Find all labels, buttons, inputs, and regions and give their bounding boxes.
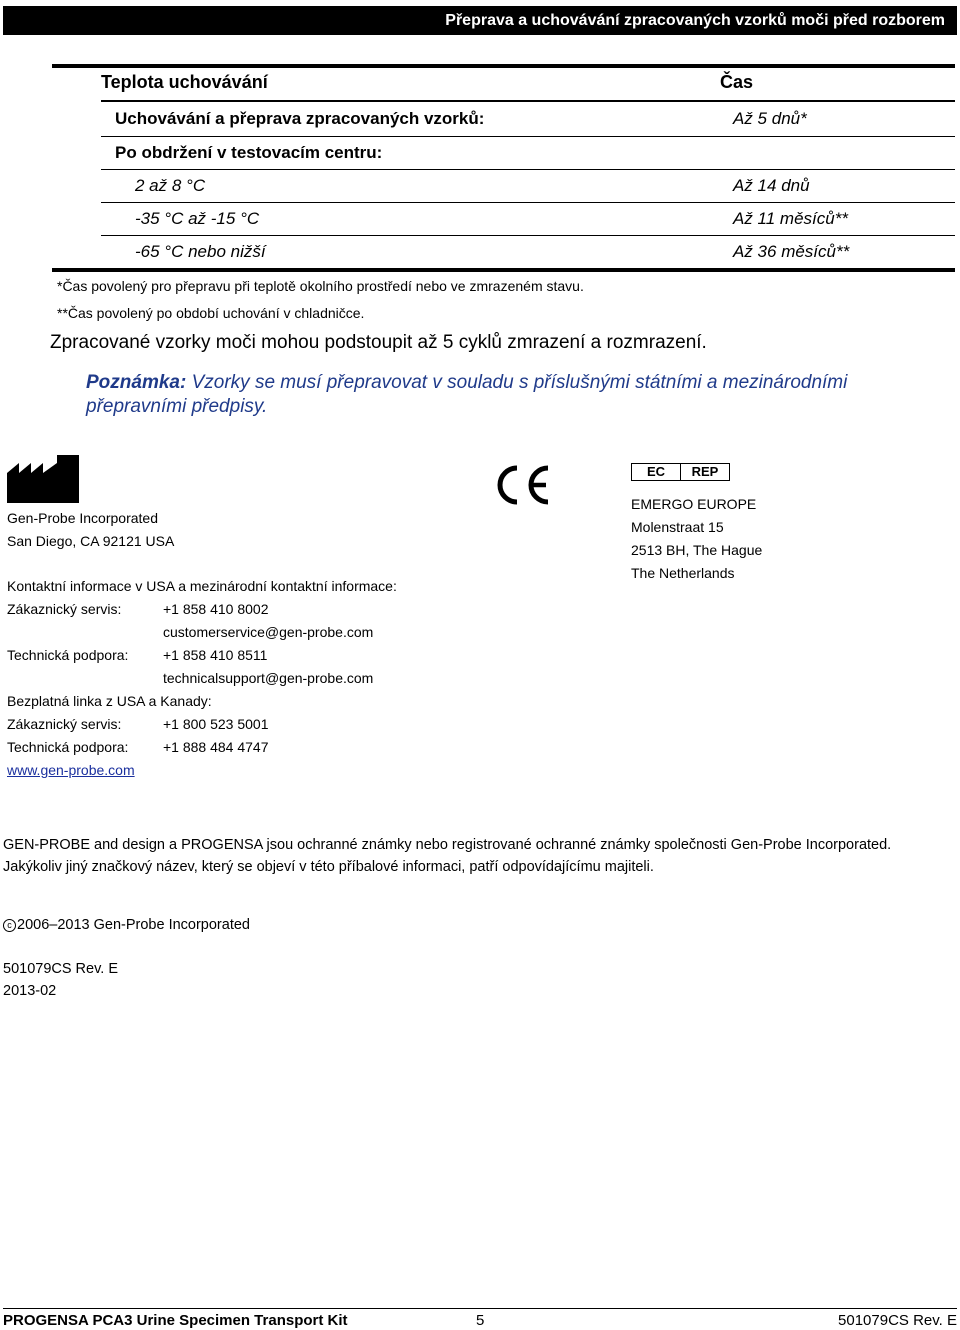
website-link[interactable]: www.gen-probe.com [7, 762, 135, 778]
ec-rep-line: 2513 BH, The Hague [631, 542, 763, 558]
footer-rule [3, 1308, 957, 1309]
contact-phone: +1 800 523 5001 [163, 716, 269, 732]
contact-block [7, 575, 607, 782]
table-bottom-rule [52, 268, 955, 272]
trademark-notice [3, 834, 953, 878]
ec-rep-line: Molenstraat 15 [631, 519, 724, 535]
note-label: Poznámka: [86, 372, 187, 393]
col-header-time: Čas [720, 72, 754, 92]
table-top-rule [52, 64, 955, 68]
ec-rep-symbol [631, 463, 730, 481]
doc-date: 2013-02 [3, 983, 57, 999]
document-id [3, 958, 118, 1002]
contact-label: Technická podpora: [7, 647, 129, 663]
table-row-label: 2 až 8 °C [135, 176, 206, 195]
contact-phone: +1 858 410 8002 [163, 601, 269, 617]
table-row-divider [101, 169, 955, 170]
contact-email: customerservice@gen-probe.com [163, 624, 374, 640]
manufacturer-city: San Diego, CA 92121 USA [7, 533, 175, 549]
manufacturer-address [7, 507, 174, 553]
table-row-divider [101, 235, 955, 236]
ec-rep-address [631, 493, 762, 585]
note-text: Vzorky se musí přepravovat v souladu s příslušnými státními a mezinárodními přepravními předpisy. [86, 372, 848, 417]
contact-label: Zákaznický servis: [7, 601, 122, 617]
table-row-value: Až 14 dnů [733, 176, 810, 195]
table-row-label: -65 °C nebo nižší [135, 242, 266, 261]
doc-number: 501079CS Rev. E [3, 961, 118, 977]
copyright [3, 917, 250, 933]
table-row-label: Po obdržení v testovacím centru: [115, 143, 383, 162]
table-row-value: Až 11 měsíců** [733, 209, 848, 228]
footer-product: PROGENSA PCA3 Urine Specimen Transport Kit [3, 1312, 348, 1329]
ec-rep-line: The Netherlands [631, 565, 735, 581]
footnote: *Čas povolený pro přepravu při teplotě okolního prostředí nebo ve zmrazeném stavu. [57, 278, 584, 294]
footer-doc-number: 501079CS Rev. E [838, 1312, 957, 1329]
manufacturer-icon [7, 455, 79, 508]
contact-email: technicalsupport@gen-probe.com [163, 670, 374, 686]
copyright-icon: c [3, 919, 16, 932]
freeze-thaw-note: Zpracované vzorky moči mohou podstoupit až 5 cyklů zmrazení a rozmrazení. [50, 332, 707, 353]
table-row-label: -35 °C až -15 °C [135, 209, 260, 228]
tollfree-heading: Bezplatná linka z USA a Kanady: [7, 693, 212, 709]
manufacturer-name: Gen-Probe Incorporated [7, 510, 158, 526]
ec-rep-line: EMERGO EUROPE [631, 496, 757, 512]
table-row-value: Až 36 měsíců** [733, 242, 850, 261]
contact-phone: +1 888 484 4747 [163, 739, 269, 755]
footnote: **Čas povolený po období uchování v chladničce. [57, 305, 365, 321]
transport-note [86, 371, 946, 419]
table-row-label: Uchovávání a přeprava zpracovaných vzorků: [115, 109, 485, 128]
col-header-temp: Teplota uchovávání [101, 72, 268, 92]
contact-phone: +1 858 410 8511 [163, 647, 268, 663]
table-row-divider [101, 136, 955, 137]
ce-mark-icon [490, 464, 552, 511]
footer-page-number: 5 [476, 1312, 485, 1329]
trademark-line: Jakýkoliv jiný značkový název, který se objeví v této příbalové informaci, patří odpovídajícímu majiteli. [3, 859, 654, 875]
contact-label: Zákaznický servis: [7, 716, 122, 732]
copyright-text: 2006–2013 Gen-Probe Incorporated [17, 917, 250, 933]
table-row-divider [101, 202, 955, 203]
table-header-rule [101, 100, 955, 102]
rep-label: REP [691, 464, 719, 479]
contact-label: Technická podpora: [7, 739, 129, 755]
table-row-value: Až 5 dnů* [733, 109, 807, 128]
ec-label: EC [632, 464, 681, 480]
contact-heading: Kontaktní informace v USA a mezinárodní kontaktní informace: [7, 578, 397, 594]
page-header: Přeprava a uchovávání zpracovaných vzorků moči před rozborem [3, 6, 957, 35]
trademark-line: GEN-PROBE and design a PROGENSA jsou ochranné známky nebo registrované ochranné známky společnosti Gen-Probe Incorporated. [3, 837, 892, 853]
